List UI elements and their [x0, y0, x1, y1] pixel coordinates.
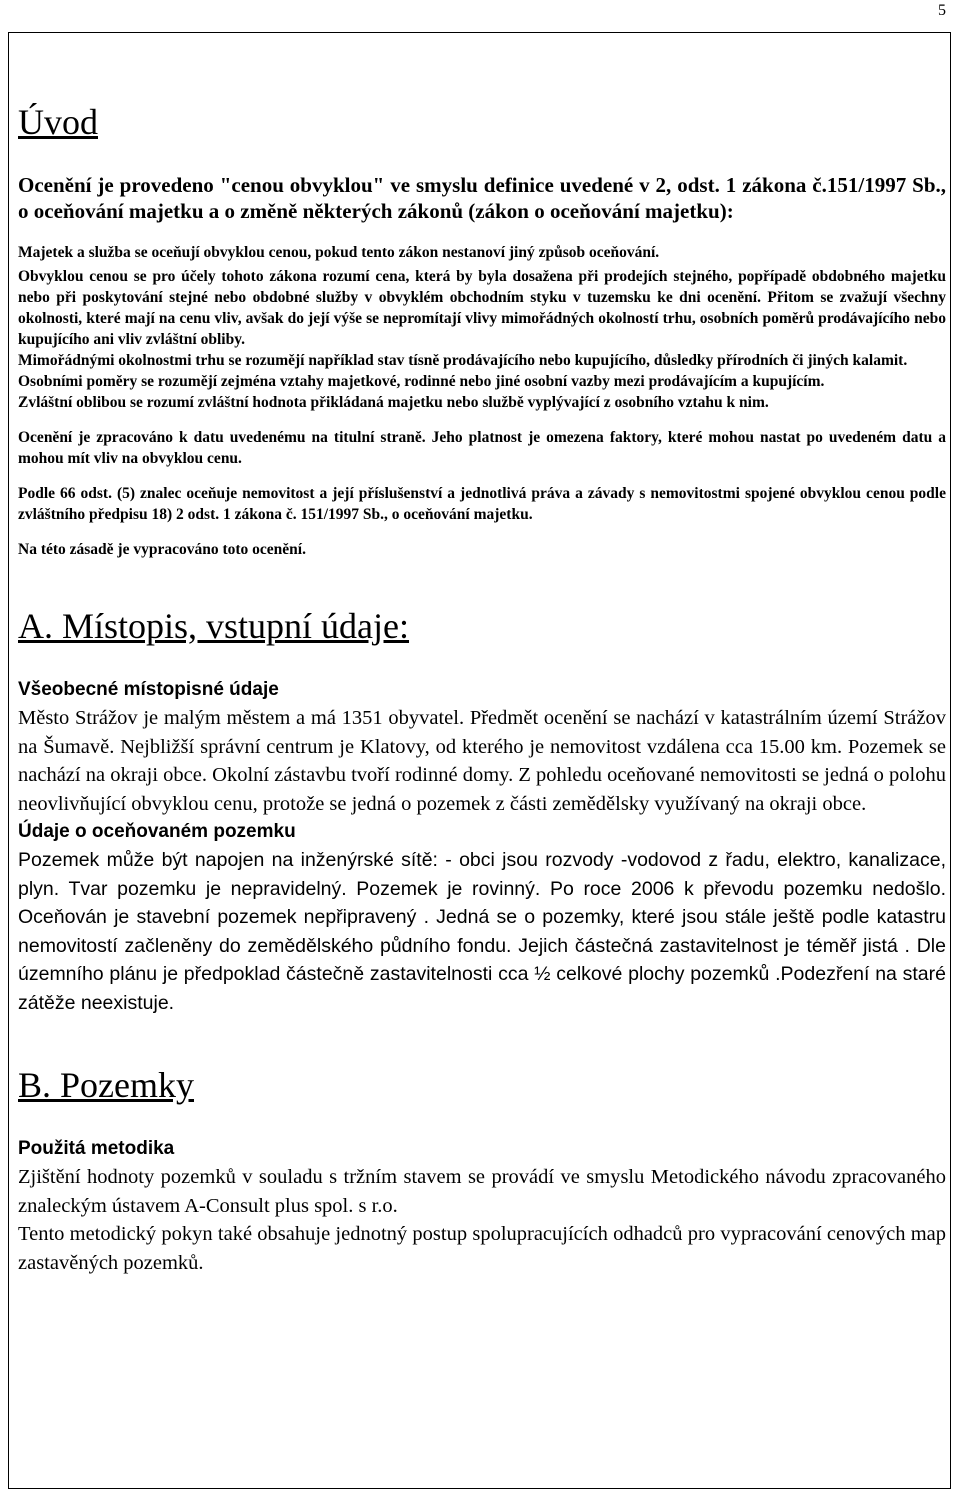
- section-b-text: Zjištění hodnoty pozemků v souladu s tržním stavem se provádí ve smyslu Metodického návodu zpracovaného znaleckým ústavem A-Consult plus spol. s r.o.: [18, 1166, 946, 1217]
- section-b-subheading: Použitá metodika: [18, 1138, 175, 1159]
- intro-paragraph: Podle 66 odst. (5) znalec oceňuje nemovitost a její příslušenství a jednotlivá práva a závady s nemovitostmi spojené obvyklou cenou podle zvláštního předpisu 18) 2 odst. 1 zákona č. 151/1997 Sb., o oceňování majetku.: [18, 485, 946, 523]
- intro-paragraph: Mimořádnými okolnostmi trhu se rozumějí například stav tísně prodávajícího nebo kupujícího, důsledky přírodních či jiných kalamit.: [18, 352, 908, 369]
- section-a-subheading: Údaje o oceňovaném pozemku: [18, 821, 296, 842]
- document-body: [18, 100, 946, 1277]
- page-number: 5: [938, 2, 946, 19]
- section-a-text: Pozemek může být napojen na inženýrské sítě: - obci jsou rozvody -vodovod z řadu, elektro, kanalizace, plyn. Tvar pozemku je nepravidelný. Pozemek je rovinný. Po roce 2006 k převodu pozemku nedošlo. Oceňován je stavební pozemek nepřipravený . Jedná se o pozemky, které jsou stále ještě podle katastru nemovitostí začleněny do zemědělského půdního fondu. Jejich částečná zastavitelnost je téměř jistá . Dle územního plánu je předpoklad částečně zastavitelnosti cca ½ celkové plochy pozemků .Podezření na staré zátěže neexistuje.: [18, 849, 946, 1014]
- section-a-subheading: Všeobecné místopisné údaje: [18, 679, 279, 700]
- intro-paragraph: Ocenění je zpracováno k datu uvedenému na titulní straně. Jeho platnost je omezena faktory, které mohou nastat po uvedeném datu a mohou mít vliv na obvyklou cenu.: [18, 429, 946, 467]
- intro-heading: Úvod: [18, 102, 98, 142]
- intro-lead: Ocenění je provedeno "cenou obvyklou" ve smyslu definice uvedené v 2, odst. 1 zákona č.151/1997 Sb., o oceňování majetku a o změně některých zákonů (zákon o oceňování majetku):: [18, 173, 946, 223]
- intro-paragraph: Osobními poměry se rozumějí zejména vztahy majetkové, rodinné nebo jiné osobní vazby mezi prodávajícím a kupujícím.: [18, 373, 825, 390]
- section-a-text: Město Strážov je malým městem a má 1351 obyvatel. Předmět ocenění se nachází v katastrálním území Strážov na Šumavě. Nejbližší správní centrum je Klatovy, od kterého je nemovitost vzdálena cca 15.00 km. Pozemek se nachází na okraji obce. Okolní zástavbu tvoří rodinné domy. Z pohledu oceňované nemovitosti se jedná o polohu neovlivňující obvyklou cenu, protože se jedná o pozemek z části zemědělsky využívaný na okraji obce.: [18, 707, 946, 815]
- intro-paragraph: Zvláštní oblibou se rozumí zvláštní hodnota přikládaná majetku nebo službě vyplývající z osobního vztahu k nim.: [18, 394, 769, 411]
- intro-paragraph: Majetek a služba se oceňují obvyklou cenou, pokud tento zákon nestanoví jiný způsob oceňování.: [18, 244, 660, 261]
- intro-paragraph: Obvyklou cenou se pro účely tohoto zákona rozumí cena, která by byla dosažena při prodejích stejného, popřípadě obdobného majetku nebo při poskytování stejné nebo obdobné služby v obvyklém obchodním styku v tuzemsku ke dni ocenění. Přitom se zvažují všechny okolnosti, které mají na cenu vliv, avšak do její výše se nepromítají vlivy mimořádných okolností trhu, osobních poměrů prodávajícího nebo kupujícího ani vliv zvláštní obliby.: [18, 268, 946, 348]
- section-b-text: Tento metodický pokyn také obsahuje jednotný postup spolupracujících odhadců pro vypracování cenových map zastavěných pozemků.: [18, 1223, 946, 1274]
- intro-paragraph: Na této zásadě je vypracováno toto ocenění.: [18, 541, 306, 558]
- section-b-heading: B. Pozemky: [18, 1065, 194, 1105]
- section-a-heading: A. Místopis, vstupní údaje:: [18, 606, 410, 646]
